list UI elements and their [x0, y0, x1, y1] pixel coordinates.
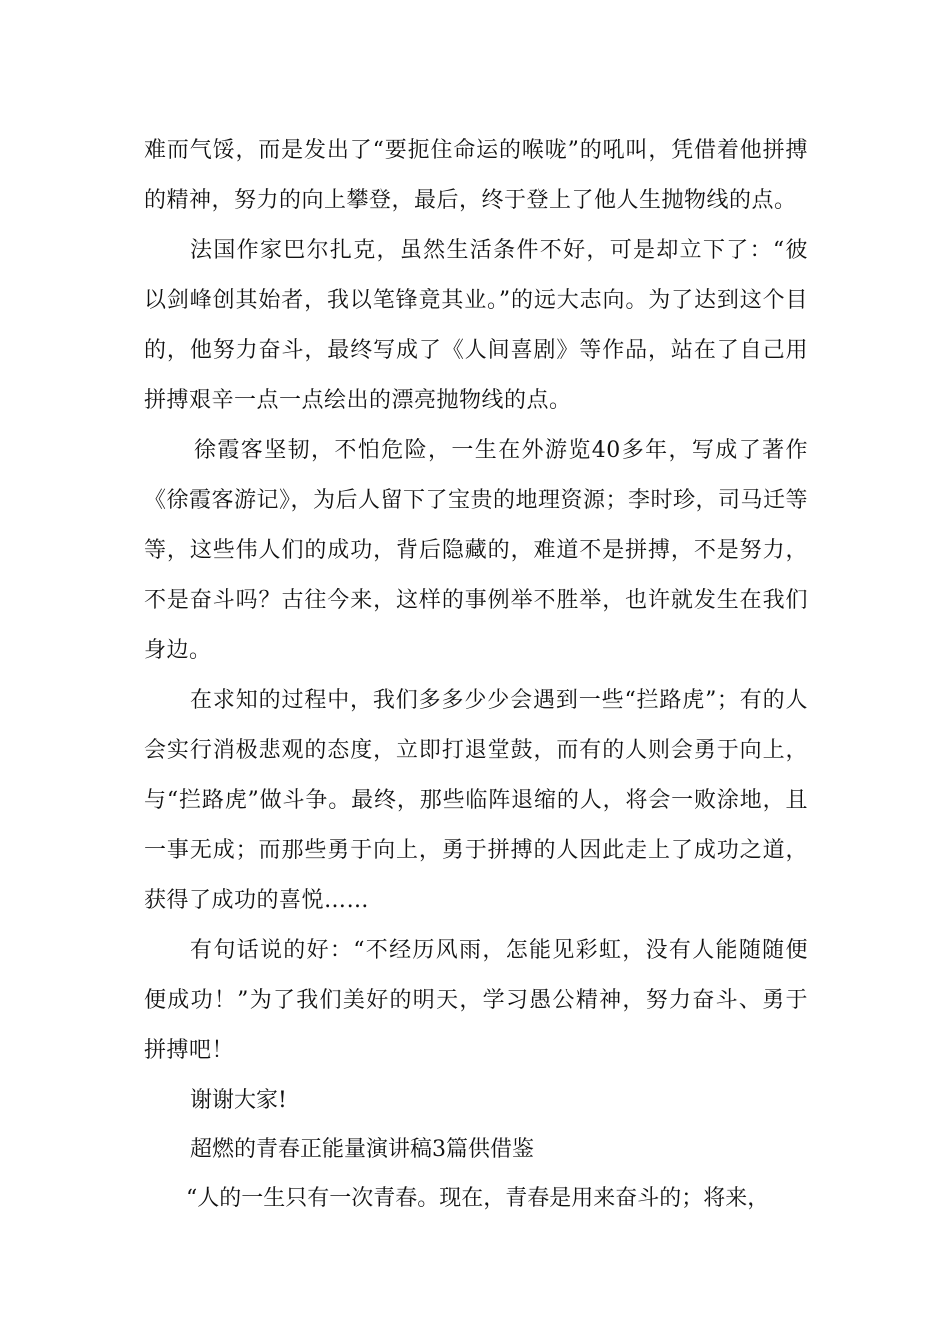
paragraph-3: 徐霞客坚韧，不怕危险，一生在外游览40多年，写成了著作《徐霞客游记》，为后人留下了宝贵的地理资源；李时珍，司马迁等等，这些伟人们的成功，背后隐藏的，难道不是拼搏，不是努力，不是奋斗吗？古往今来，这样的事例举不胜举，也许就发生在我们身边。: [144, 438, 809, 663]
closing-line: 谢谢大家!: [190, 1088, 287, 1113]
next-section-opening: “人的一生只有一次青春。现在，青春是用来奋斗的；将来，: [186, 1186, 770, 1211]
document-body: [144, 126, 808, 1224]
next-section-title: 超燃的青春正能量演讲稿3篇供借鉴: [190, 1137, 534, 1162]
paragraph-2: 法国作家巴尔扎克，虽然生活条件不好，可是却立下了：“彼以剑峰创其始者，我以笔锋竟其业。”的远大志向。为了达到这个目的，他努力奋斗，最终写成了《人间喜剧》等作品，站在了自己用拼搏艰辛一点一点绘出的漂亮抛物线的点。: [144, 238, 808, 413]
paragraph-4: 在求知的过程中，我们多多少少会遇到一些“拦路虎”；有的人会实行消极悲观的态度，立即打退堂鼓，而有的人则会勇于向上，与“拦路虎”做斗争。最终，那些临阵退缩的人，将会一败涂地，且一事无成；而那些勇于向上，勇于拼搏的人因此走上了成功之道，获得了成功的喜悦……: [144, 688, 808, 913]
paragraph-1: 难而气馁，而是发出了“要扼住命运的喉咙”的吼叫，凭借着他拼搏的精神，努力的向上攀登，最后，终于登上了他人生抛物线的点。: [144, 138, 808, 213]
paragraph-5: 有句话说的好：“不经历风雨，怎能见彩虹，没有人能随随便便成功！”为了我们美好的明天，学习愚公精神，努力奋斗、勇于拼搏吧！: [144, 938, 808, 1063]
